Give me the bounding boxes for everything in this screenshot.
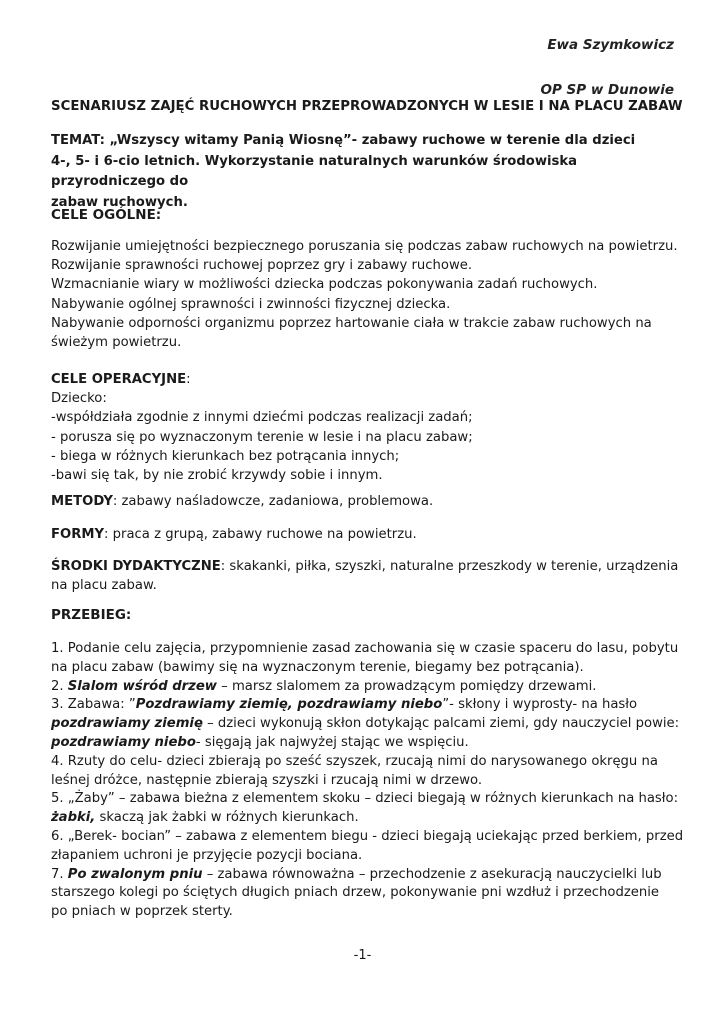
general-goals-list <box>51 237 691 352</box>
aids-block <box>51 557 691 595</box>
list-item: Nabywanie odporności organizmu poprzez hartowanie ciała w trakcie zabaw ruchowych na <box>51 315 652 331</box>
forms-line <box>51 525 691 544</box>
list-item: -współdziała zgodnie z innymi dziećmi podczas realizacji zadań; <box>51 410 473 426</box>
command-word: pozdrawiamy niebo <box>51 734 196 750</box>
activity-name: Pozdrawiamy ziemię, pozdrawiamy niebo <box>135 697 443 713</box>
procedure-line <box>51 809 691 828</box>
activity-text: – zabawa równoważna – przechodzenie z asekuracją nauczycielki lub <box>202 866 662 882</box>
procedure-line: 6. „Berek- bocian” – zabawa z elementem biegu - dzieci biegają uciekając przed berkiem, przed <box>51 828 684 844</box>
activity-text: – marsz slalomem za prowadzącym pomiędzy drzewami. <box>216 678 597 694</box>
procedure-heading: PRZEBIEG: <box>51 607 132 623</box>
operational-goals-heading <box>51 370 691 389</box>
list-item: -bawi się tak, by nie zrobić krzywdy sobie i innym. <box>51 468 383 484</box>
procedure-line: 4. Rzuty do celu- dzieci zbierają po sześć szyszek, rzucają nimi do narysowanego okręgu na <box>51 753 658 769</box>
aids-text-continued: na placu zabaw. <box>51 578 157 594</box>
procedure-line: starszego kolegi po ściętych długich pniach drzew, pokonywanie pni wzdłuż i przechodzenie <box>51 885 660 901</box>
methods-line <box>51 492 691 511</box>
procedure-line: na placu zabaw (bawimy się na wyznaczonym terenie, biegamy bez potrącania). <box>51 659 584 675</box>
procedure-line: leśnej dróżce, następnie zbierają szyszki i rzucają nimi w drzewo. <box>51 772 483 788</box>
procedure-line: 1. Podanie celu zajęcia, przypomnienie zasad zachowania się w czasie spaceru do lasu, pobytu <box>51 641 679 656</box>
procedure-list <box>51 640 691 922</box>
aids-text: : skakanki, piłka, szyszki, naturalne przeszkody w terenie, urządzenia <box>220 559 679 574</box>
command-word: żabki, <box>51 810 96 826</box>
procedure-line <box>51 678 691 697</box>
procedure-line <box>51 696 691 715</box>
general-goals-heading: CELE OGÓLNE: <box>51 207 162 223</box>
procedure-line <box>51 734 691 753</box>
author-name: Ewa Szymkowicz <box>547 37 674 53</box>
activity-text: skaczą jak żabki w różnych kierunkach. <box>95 810 359 826</box>
item-number: 2. <box>51 678 68 694</box>
list-item: - porusza się po wyznaczonym terenie w lesie i na placu zabaw; <box>51 429 473 445</box>
topic-line: zabaw ruchowych. <box>51 194 188 210</box>
activity-text: - sięgają jak najwyżej stając we wspięciu. <box>195 734 469 750</box>
activity-name: Po zwalonym pniu <box>67 866 203 882</box>
operational-intro: Dziecko: <box>51 391 107 407</box>
topic-line: 4-, 5- i 6-cio letnich. Wykorzystanie naturalnych warunków środowiska przyrodniczego do <box>51 153 578 189</box>
topic-line: TEMAT: „Wszyscy witamy Panią Wiosnę”- zabawy ruchowe w terenie dla dzieci <box>51 133 636 148</box>
item-number: 3. Zabawa: ” <box>51 697 136 713</box>
heading-suffix: : <box>186 372 191 387</box>
list-item: świeżym powietrzu. <box>51 335 182 351</box>
list-item: Nabywanie ogólnej sprawności i zwinności fizycznej dziecka. <box>51 296 451 312</box>
list-item: - biega w różnych kierunkach bez potrącania innych; <box>51 448 400 464</box>
document-title: SCENARIUSZ ZAJĘĆ RUCHOWYCH PRZEPROWADZONYCH W LESIE I NA PLACU ZABAW <box>51 99 683 114</box>
procedure-line <box>51 866 691 885</box>
procedure-line: 5. „Żaby” – zabawa bieżna z elementem skoku – dzieci biegają w różnych kierunkach na hasło: <box>51 791 679 807</box>
activity-name: Slalom wśród drzew <box>67 678 217 694</box>
heading-label: CELE OPERACYJNE <box>51 372 187 387</box>
procedure-line: złapaniem uchroni je przyjęcie pozycji bociana. <box>51 847 363 863</box>
procedure-line: po pniach w poprzek sterty. <box>51 904 233 920</box>
item-number: 7. <box>51 866 68 882</box>
forms-text: : praca z grupą, zabawy ruchowe na powietrzu. <box>104 527 417 542</box>
activity-text: ”- skłony i wyprosty- na hasło <box>442 697 638 713</box>
list-item: Rozwijanie sprawności ruchowej poprzez gry i zabawy ruchowe. <box>51 258 473 274</box>
page-number: -1- <box>353 948 372 963</box>
school-name: OP SP w Dunowie <box>540 82 674 98</box>
command-word: pozdrawiamy ziemię <box>51 716 203 732</box>
list-item: Rozwijanie umiejętności bezpiecznego poruszania się podczas zabaw ruchowych na powietrzu. <box>51 239 678 254</box>
operational-goals-block <box>51 370 691 485</box>
aids-label: ŚRODKI DYDAKTYCZNE <box>51 559 221 574</box>
topic-block <box>51 131 676 213</box>
activity-text: – dzieci wykonują skłon dotykając palcami ziemi, gdy nauczyciel powie: <box>202 716 680 732</box>
methods-label: METODY <box>51 494 113 509</box>
list-item: Wzmacnianie wiary w możliwości dziecka podczas pokonywania zadań ruchowych. <box>51 277 598 293</box>
forms-label: FORMY <box>51 527 105 542</box>
methods-text: : zabawy naśladowcze, zadaniowa, problemowa. <box>112 494 434 509</box>
procedure-line <box>51 715 691 734</box>
